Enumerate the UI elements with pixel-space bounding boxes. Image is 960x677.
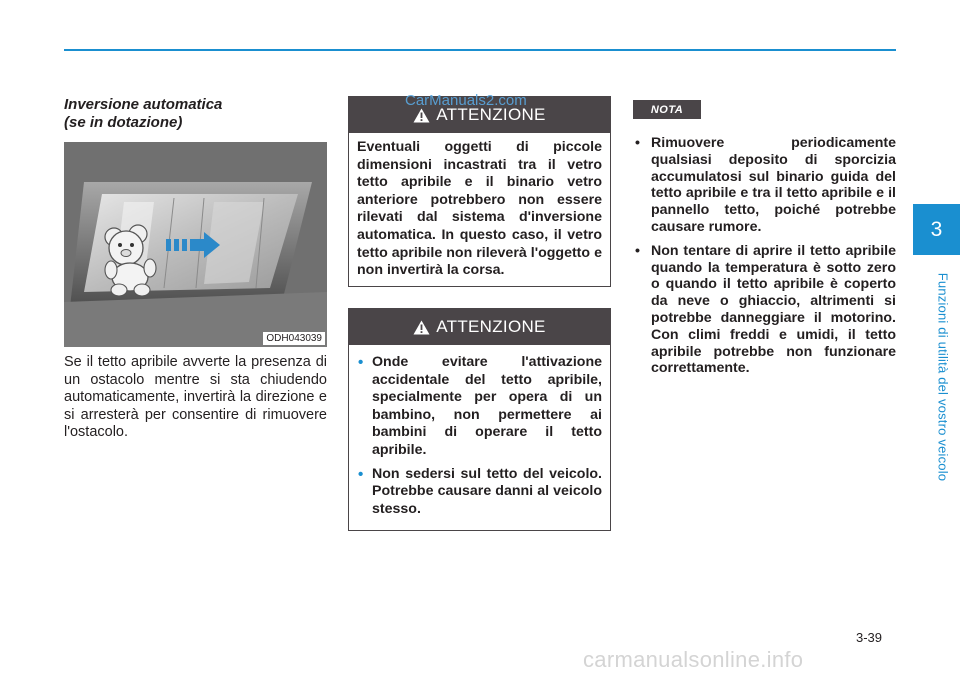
section-heading-line2: (se in dotazione) [64, 114, 183, 131]
top-rule [64, 49, 896, 51]
note-list [633, 135, 896, 384]
warning-header [349, 309, 610, 345]
figure-code: ODH043039 [263, 332, 325, 345]
chapter-tab [913, 204, 960, 255]
chapter-title-vertical [936, 260, 950, 494]
warning-title: ATTENZIONE [436, 105, 546, 124]
warning-title: ATTENZIONE [436, 317, 546, 336]
note-item: • Rimuovere periodicamente qualsiasi deposito di sporcizia accumulatosi sul binario guida del tetto apribile e tra il tetto apribile e il pannello tetto, poiché potrebbe causare rumore. [633, 135, 896, 236]
sunroof-illustration [64, 142, 327, 347]
chapter-number: 3 [930, 217, 943, 241]
warning-triangle-icon [413, 108, 430, 123]
sunroof-drawing [64, 142, 327, 347]
note-badge: NOTA [633, 100, 701, 119]
warning-box-2 [348, 308, 611, 531]
warning-item: • Non sedersi sul tetto del veicolo. Potrebbe causare danni al veicolo stesso. [357, 466, 602, 519]
watermark-footer: carmanualsonline.info [583, 647, 804, 672]
warning-triangle-icon [413, 320, 430, 335]
section-heading [64, 96, 222, 132]
note-item: • Non tentare di aprire il tetto apribile quando la temperatura è sotto zero o quando il tetto apribile è coperto da neve o ghiaccio, altrimenti si potrebbe danneggiare il motorino. Con climi freddi e umidi, il tetto apribile potrebbe non funzionare correttamente. [633, 243, 896, 377]
warning-item: • Onde evitare l'attivazione accidentale del tetto apribile, specialmente per opera di un bambino, non permettere ai bambini di operare il tetto apribile. [357, 354, 602, 460]
watermark-top: CarManuals2.com [405, 92, 527, 109]
warning-list [349, 345, 610, 530]
page-number: 3-39 [856, 630, 883, 645]
section-body: Se il tetto apribile avverte la presenza di un ostacolo mentre si sta chiudendo automaticamente, invertirà la direzione e si arresterà per consentire di rimuovere l'ostacolo. [64, 354, 327, 441]
chapter-title: Funzioni di utilità del vostro veicolo [935, 272, 951, 482]
warning-text: Eventuali oggetti di piccole dimensioni incastrati tra il vetro tetto apribile e il binario vetro anteriore potrebbero non essere rilevati dal sistema d'inversione automatica. In questo caso, il vetro tetto apribile non rileverà l'oggetto e non invertirà la corsa. [357, 139, 602, 279]
section-heading-line1: Inversione automatica [64, 96, 223, 113]
warning-box-1 [348, 96, 611, 287]
